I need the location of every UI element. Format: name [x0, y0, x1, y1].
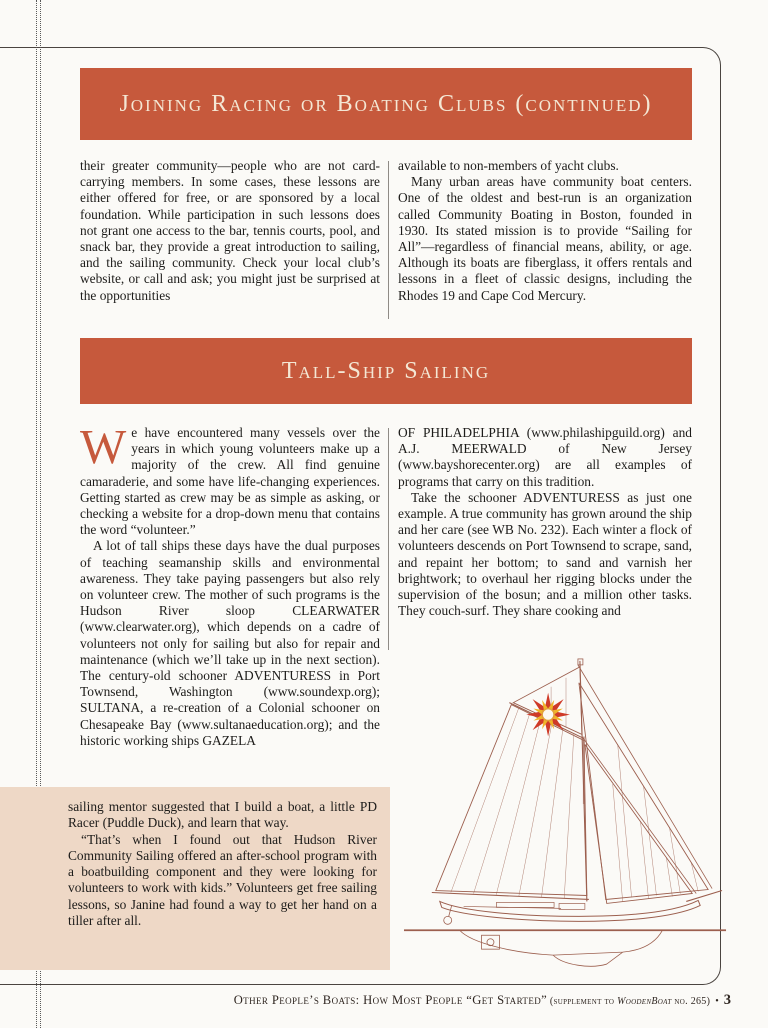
paragraph: Take the schooner ADVENTURESS as just one example. A true community has grown around the ship and her care (see WB No. 232). Each winter a flock of volunteers descends on Port Townsend to scrape, sand, and repaint her bottom; to sand and varnish her brightwork; to overhaul her rigging blocks under the supervision of the bosun; and a million other tasks. They couch-surf. They share cooking and	[398, 489, 692, 619]
footer-bullet: •	[715, 996, 719, 1007]
footer-title: Other People’s Boats: How Most People “Get Started”	[233, 993, 548, 1007]
paragraph-with-dropcap	[80, 419, 380, 538]
sailboat-lines	[404, 659, 726, 966]
banner-title: Joining Racing or Boating Clubs (continued)	[119, 90, 653, 117]
paragraph: available to non-members of yacht clubs.	[398, 158, 619, 173]
column-divider	[388, 161, 389, 319]
sidebar-story-box	[0, 787, 390, 970]
column-divider	[388, 428, 389, 650]
section1-left-column	[80, 158, 380, 304]
paragraph: “That’s when I found out that Hudson River Community Sailing offered an after-school program with a boatbuilding component and they were looking for volunteers to work with kids.” Volunteers get free sailing lessons, so Janine had found a way to get her hand on a tiller after all.	[68, 831, 377, 929]
footer-brand: WoodenBoat	[617, 996, 672, 1007]
page-footer	[0, 991, 731, 1009]
page-number: 3	[723, 992, 731, 1008]
paragraph: sailing mentor suggested that I build a boat, a little PD Racer (Puddle Duck), and learn that way.	[68, 799, 377, 831]
footer-supplement-prefix: (supplement to	[547, 996, 618, 1007]
footer-supplement	[547, 996, 710, 1007]
sidebar-story-text	[68, 799, 377, 929]
section-banner-tall-ship-sailing	[80, 338, 692, 404]
paragraph: OF PHILADELPHIA (www.philashipguild.org) and A.J. MEERWALD of New Jersey (www.bayshorecenter.org) are all examples of programs that carry on this tradition.	[398, 425, 692, 489]
paragraph: their greater community—people who are not card-carrying members. In some cases, these lessons are either offered for free, or are sponsored by a local foundation. While participation in such lessons does not grant one access to the bar, tennis courts, pool, and snack bar, they provide a great introduction to sailing, and the sailing community. Check your local club’s website, or call and ask; you might just be surprised at the opportunities	[80, 158, 380, 303]
section-banner-joining-clubs	[80, 68, 692, 140]
paragraph: Many urban areas have community boat centers. One of the oldest and best-run is an organization called Community Boating in Boston, founded in 1930. Its stated mission is to provide “Sailing for All”—regardless of financial means, ability, or age. Although its boats are fiberglass, it offers rentals and lessons in a fleet of classic designs, including the Rhodes 19 and Cape Cod Mercury.	[398, 174, 692, 303]
drop-cap: W	[80, 419, 127, 474]
section2-right-column	[398, 425, 692, 619]
section2-left-column	[80, 419, 380, 749]
banner-title: Tall-Ship Sailing	[281, 357, 491, 384]
section1-right-column	[398, 158, 692, 304]
paragraph-text: e have encountered many vessels over the years in which young volunteers make up a majority of the crew. All find genuine camaraderie, and some have life-changing experiences. Getting started as crew may be as simple as asking, or checking a website for a drop-down menu that contains the word “volunteer.”	[80, 425, 380, 538]
footer-supplement-suffix: no. 265)	[671, 996, 711, 1007]
sun-compass-icon	[526, 693, 570, 737]
sailboat-illustration	[402, 645, 730, 977]
paragraph: A lot of tall ships these days have the dual purposes of teaching seamanship skills and environmental awareness. They take paying passengers but also rely on volunteer crew. The mother of such programs is the Hudson River sloop CLEARWATER (www.clearwater.org), which depends on a cadre of volunteers not only for sailing but also for repair and maintenance (which we’ll take up in the next section). The century-old schooner ADVENTURESS in Port Townsend, Washington (www.soundexp.org); SULTANA, a re-creation of a Colonial schooner on Chesapeake Bay (www.sultanaeducation.org); and the historic working ships GAZELA	[80, 538, 380, 748]
